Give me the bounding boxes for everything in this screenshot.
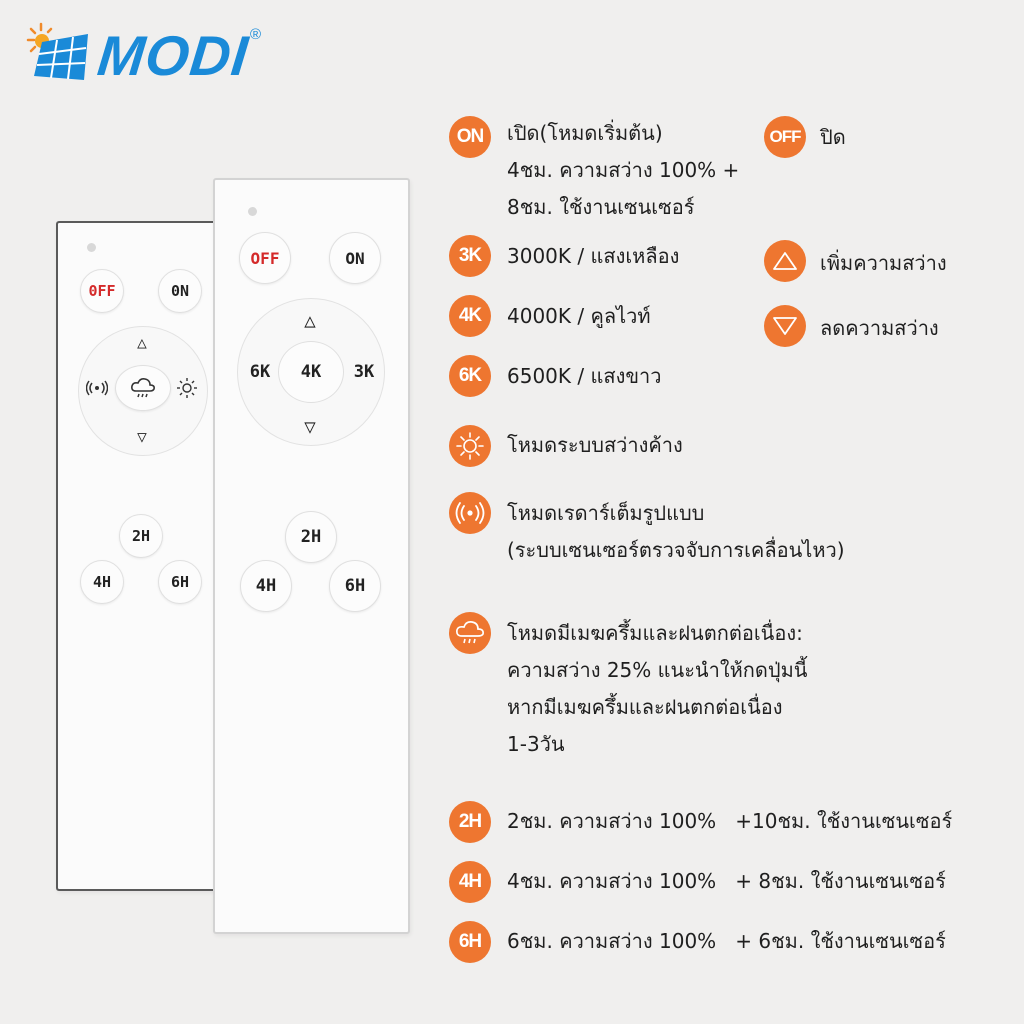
remote-back-4h-button[interactable]: 4H: [80, 560, 124, 604]
remote-control-back: [56, 221, 220, 891]
off-desc: ปิด: [820, 125, 846, 149]
brightness-up-desc: เพิ่มความสว่าง: [820, 251, 947, 275]
remote-front-3k-button[interactable]: 3K: [353, 362, 375, 382]
radar-desc-line-2: (ระบบเซนเซอร์ตรวจจับการเคลื่อนไหว): [507, 538, 845, 562]
sun-mode-desc: โหมดระบบสว่างค้าง: [507, 433, 683, 457]
remote-front-up-button[interactable]: △: [304, 310, 316, 332]
remote-front-6h-button[interactable]: 6H: [329, 560, 381, 612]
remote-front-2h-button[interactable]: 2H: [285, 511, 337, 563]
on-desc-line-1: เปิด(โหมดเริ่มต้น): [507, 121, 663, 145]
brand-name: MODI: [94, 24, 252, 87]
triangle-up-icon: [772, 250, 798, 272]
radar-badge: [449, 492, 491, 534]
2h-badge: 2H: [449, 801, 491, 843]
remote-back-2h-button[interactable]: 2H: [119, 514, 163, 558]
brightness-down-badge: [764, 305, 806, 347]
radar-icon: [455, 501, 485, 525]
remote-back-off-button[interactable]: 0FF: [80, 269, 124, 313]
registered-mark: ®: [250, 26, 262, 43]
remote-back-up-button[interactable]: △: [137, 333, 147, 352]
solar-panel-logo-icon: [24, 20, 104, 90]
6k-desc: 6500K / แสงขาว: [507, 364, 662, 388]
3k-desc: 3000K / แสงเหลือง: [507, 244, 680, 268]
remote-control-front: [213, 178, 410, 934]
2h-desc: 2ชม. ความสว่าง 100% +10ชม. ใช้งานเซนเซอร์: [507, 809, 953, 833]
off-badge: OFF: [764, 116, 806, 158]
3k-badge: 3K: [449, 235, 491, 277]
brand-logo: [24, 20, 274, 90]
remote-back-cloud-button[interactable]: [115, 365, 171, 411]
remote-led: [248, 207, 257, 216]
cloud-desc-line-2: ความสว่าง 25% แนะนำให้กดปุ่มนี้: [507, 658, 808, 682]
remote-front-off-button[interactable]: OFF: [239, 232, 291, 284]
remote-back-on-button[interactable]: 0N: [158, 269, 202, 313]
remote-front-down-button[interactable]: ▽: [304, 416, 316, 438]
remote-front-6k-button[interactable]: 6K: [249, 362, 271, 382]
4h-badge: 4H: [449, 861, 491, 903]
4h-desc: 4ชม. ความสว่าง 100% + 8ชม. ใช้งานเซนเซอร์: [507, 869, 946, 893]
cloud-rain-icon: [130, 377, 156, 399]
remote-front-on-button[interactable]: ON: [329, 232, 381, 284]
cloud-desc-line-1: โหมดมีเมฆครึ้มและฝนตกต่อเนื่อง:: [507, 621, 803, 645]
remote-front-4h-button[interactable]: 4H: [240, 560, 292, 612]
brightness-down-desc: ลดความสว่าง: [820, 316, 939, 340]
cloud-desc-line-4: 1-3วัน: [507, 732, 565, 756]
cloud-badge: [449, 612, 491, 654]
4k-badge: 4K: [449, 295, 491, 337]
remote-back-down-button[interactable]: ▽: [137, 427, 147, 446]
sun-icon: [455, 431, 485, 461]
on-badge: ON: [449, 116, 491, 158]
triangle-down-icon: [772, 315, 798, 337]
cloud-desc-line-3: หากมีเมฆครึ้มและฝนตกต่อเนื่อง: [507, 695, 783, 719]
remote-front-4k-button[interactable]: 4K: [278, 341, 344, 403]
6h-desc: 6ชม. ความสว่าง 100% + 6ชม. ใช้งานเซนเซอร์: [507, 929, 946, 953]
6h-badge: 6H: [449, 921, 491, 963]
4k-desc: 4000K / คูลไวท์: [507, 304, 651, 328]
remote-back-sun-icon[interactable]: [176, 377, 198, 399]
6k-badge: 6K: [449, 355, 491, 397]
remote-back-6h-button[interactable]: 6H: [158, 560, 202, 604]
sun-badge: [449, 425, 491, 467]
brightness-up-badge: [764, 240, 806, 282]
radar-desc-line-1: โหมดเรดาร์เต็มรูปแบบ: [507, 501, 705, 525]
remote-back-radar-icon[interactable]: [86, 380, 108, 396]
on-desc-line-3: 8ชม. ใช้งานเซนเซอร์: [507, 195, 695, 219]
remote-led: [87, 243, 96, 252]
cloud-rain-icon: [455, 620, 485, 646]
on-desc-line-2: 4ชม. ความสว่าง 100% +: [507, 158, 740, 182]
